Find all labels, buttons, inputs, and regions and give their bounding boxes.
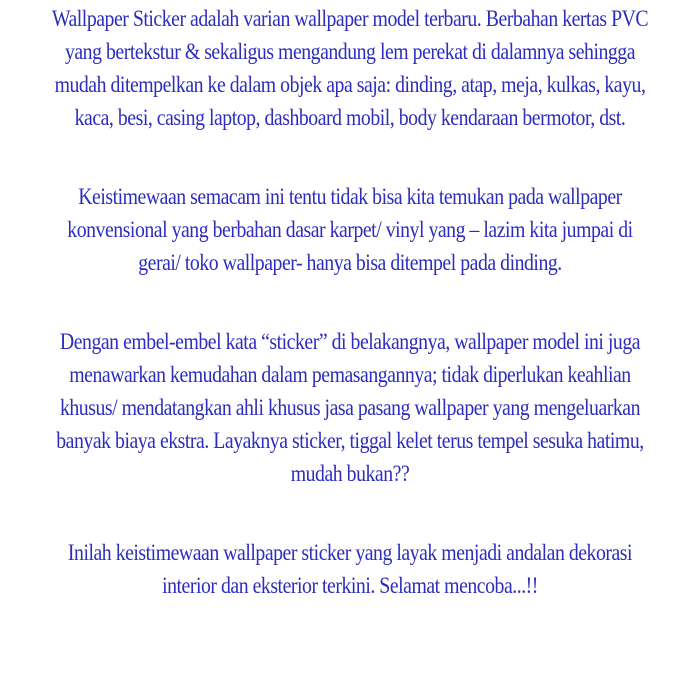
paragraph-line: mudah bukan?? (290, 461, 410, 486)
paragraph-line: konvensional yang berbahan dasar karpet/ vinyl yang – lazim kita jumpai di (67, 217, 633, 242)
paragraph-spacer (0, 490, 700, 536)
paragraph-closing (49, 536, 651, 602)
paragraph-spacer (0, 279, 700, 325)
paragraph-line: interior dan eksterior terkini. Selamat mencoba...!! (162, 573, 538, 598)
paragraph-features (49, 180, 651, 279)
paragraph-line: menawarkan kemudahan dalam pemasangannya; tidak diperlukan keahlian (69, 362, 631, 387)
paragraph-spacer (0, 134, 700, 180)
paragraph-line: kaca, besi, casing laptop, dashboard mobil, body kendaraan bermotor, dst. (74, 105, 626, 130)
paragraph-line: yang bertekstur & sekaligus mengandung lem perekat di dalamnya sehingga (64, 39, 636, 64)
paragraph-line: Wallpaper Sticker adalah varian wallpaper model terbaru. Berbahan kertas PVC (51, 6, 649, 31)
paragraph-line: Dengan embel-embel kata “sticker” di belakangnya, wallpaper model ini juga (59, 329, 641, 354)
paragraph-ease-of-use (49, 325, 651, 490)
paragraph-intro (49, 2, 651, 134)
paragraph-line: Keistimewaan semacam ini tentu tidak bisa kita temukan pada wallpaper (78, 184, 622, 209)
paragraph-line: banyak biaya ekstra. Layaknya sticker, tiggal kelet terus tempel sesuka hatimu, (56, 428, 644, 453)
paragraph-line: mudah ditempelkan ke dalam objek apa saja: dinding, atap, meja, kulkas, kayu, (54, 72, 646, 97)
paragraph-line: khusus/ mendatangkan ahli khusus jasa pasang wallpaper yang mengeluarkan (59, 395, 641, 420)
paragraph-line: gerai/ toko wallpaper- hanya bisa ditempel pada dinding. (138, 250, 562, 275)
paragraph-line: Inilah keistimewaan wallpaper sticker yang layak menjadi andalan dekorasi (67, 540, 633, 565)
